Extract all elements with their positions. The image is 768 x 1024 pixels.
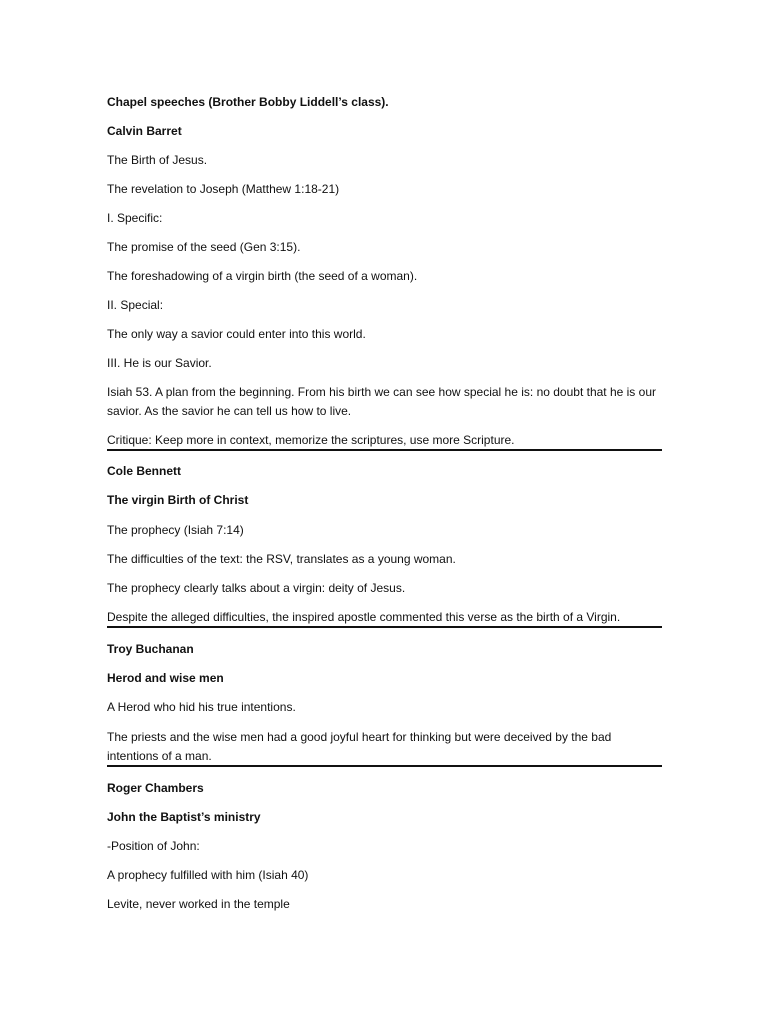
note-line: The prophecy clearly talks about a virgin: deity of Jesus.	[107, 581, 406, 595]
note-line: A Herod who hid his true intentions.	[107, 700, 296, 714]
document-header: Chapel speeches (Brother Bobby Liddell’s class).	[107, 95, 389, 109]
note-line: III. He is our Savior.	[107, 356, 212, 370]
section-divider	[107, 626, 662, 628]
conclusion-line: Despite the alleged difficulties, the inspired apostle commented this verse as the birth of a Virgin.	[107, 610, 621, 624]
note-line: The promise of the seed (Gen 3:15).	[107, 240, 301, 254]
note-line: The foreshadowing of a virgin birth (the seed of a woman).	[107, 269, 418, 283]
speaker-name: Roger Chambers	[107, 781, 204, 795]
speaker-name: Troy Buchanan	[107, 642, 194, 656]
speaker-name: Cole Bennett	[107, 464, 182, 478]
note-line: -Position of John:	[107, 839, 200, 853]
critique-line: Critique: Keep more in context, memorize the scriptures, use more Scripture.	[107, 433, 515, 447]
note-paragraph: Isiah 53. A plan from the beginning. From his birth we can see how special he is: no doubt that he is our savior. As the savior he can tell us how to live.	[107, 385, 656, 418]
note-line: The revelation to Joseph (Matthew 1:18-21)	[107, 182, 340, 196]
speech-title: Herod and wise men	[107, 671, 224, 685]
note-line: II. Special:	[107, 298, 164, 312]
speech-title: The Birth of Jesus.	[107, 153, 208, 167]
note-line: The prophecy (Isiah 7:14)	[107, 523, 244, 537]
note-line: The difficulties of the text: the RSV, translates as a young woman.	[107, 552, 456, 566]
section-divider	[107, 765, 662, 767]
conclusion-paragraph: The priests and the wise men had a good joyful heart for thinking but were deceived by the bad intentions of a man.	[107, 730, 612, 763]
note-line: I. Specific:	[107, 211, 163, 225]
speech-title: The virgin Birth of Christ	[107, 493, 249, 507]
note-line: A prophecy fulfilled with him (Isiah 40)	[107, 868, 309, 882]
note-line: The only way a savior could enter into this world.	[107, 327, 366, 341]
speech-title: John the Baptist’s ministry	[107, 810, 261, 824]
speaker-name: Calvin Barret	[107, 124, 182, 138]
note-line: Levite, never worked in the temple	[107, 897, 290, 911]
section-divider	[107, 449, 662, 451]
